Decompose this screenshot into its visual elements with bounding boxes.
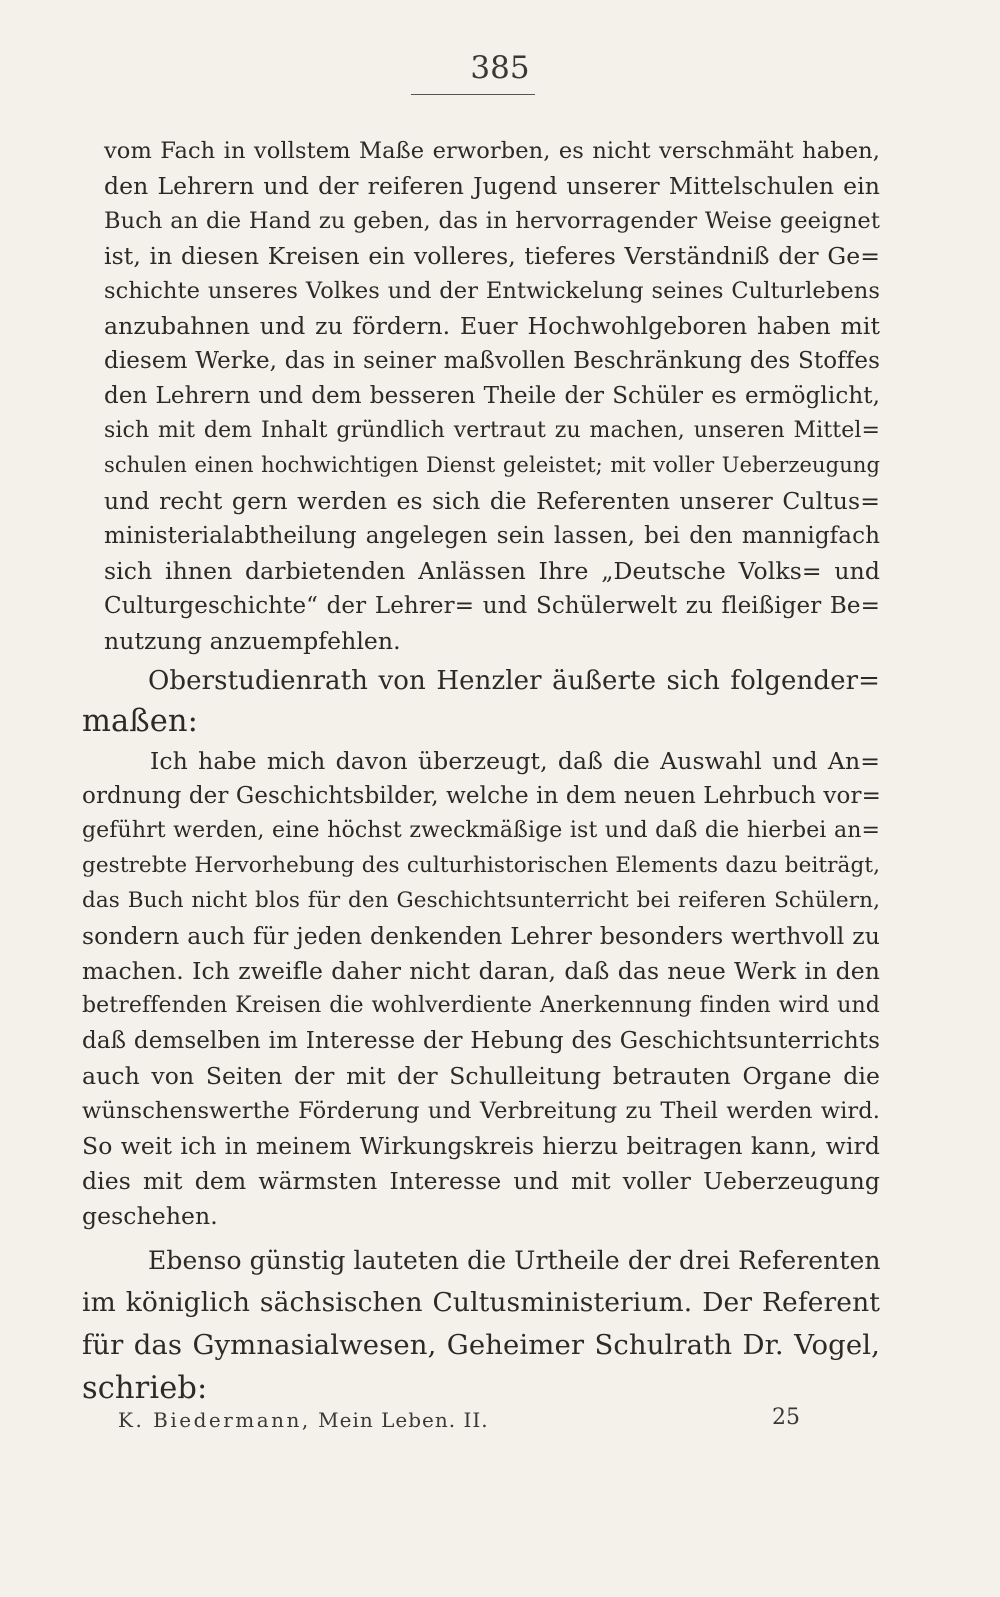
text-line: ist, in diesen Kreisen ein volleres, tieferes Verständniß der Ge= (104, 242, 880, 270)
text-line: wünschenswerthe Förderung und Verbreitung zu Theil werden wird. (82, 1098, 880, 1124)
text-line: gestrebte Hervorhebung des culturhistorischen Elements dazu beiträgt, (82, 853, 880, 878)
text-line: für das Gymnasialwesen, Geheimer Schulrath Dr. Vogel, (82, 1329, 880, 1361)
text-line: und recht gern werden es sich die Referenten unserer Cultus= (104, 487, 880, 515)
text-line: machen. Ich zweifle daher nicht daran, daß das neue Werk in den (82, 957, 880, 985)
text-line: auch von Seiten der mit der Schulleitung betrauten Organe die (82, 1062, 880, 1090)
text-line: schichte unseres Volkes und der Entwickelung seines Culturlebens (104, 278, 880, 304)
text-line: sich ihnen darbietenden Anlässen Ihre „Deutsche Volks= und (104, 557, 880, 585)
text-line: nutzung anzuempfehlen. (104, 627, 401, 655)
signature-author: K. Biedermann, (118, 1408, 311, 1432)
text-line: Buch an die Hand zu geben, das in hervorragender Weise geeignet (104, 208, 880, 234)
text-line: Ebenso günstig lauteten die Urtheile der drei Referenten (148, 1246, 881, 1275)
text-line: sich mit dem Inhalt gründlich vertraut zu machen, unseren Mittel= (104, 418, 880, 443)
text-line: im königlich sächsischen Cultusministerium. Der Referent (82, 1287, 880, 1318)
text-line: ministerialabtheilung angelegen sein lassen, bei den mannigfach (104, 523, 880, 549)
sheet-number: 25 (772, 1405, 800, 1430)
footer-signature (118, 1408, 489, 1432)
text-line: Culturgeschichte“ der Lehrer= und Schülerwelt zu fleißiger Be= (104, 593, 880, 619)
text-line: schrieb: (82, 1371, 208, 1406)
text-line: ordnung der Geschichtsbilder, welche in dem neuen Lehrbuch vor= (82, 783, 881, 809)
text-line: schulen einen hochwichtigen Dienst geleistet; mit voller Ueberzeugung (104, 453, 880, 477)
text-line: den Lehrern und dem besseren Theile der Schüler es ermöglicht, (104, 383, 880, 409)
text-line: geführt werden, eine höchst zweckmäßige ist und daß die hierbei an= (82, 818, 880, 843)
page-number: 385 (470, 50, 530, 86)
text-line: Ich habe mich davon überzeugt, daß die Auswahl und An= (150, 747, 880, 775)
text-line: anzubahnen und zu fördern. Euer Hochwohlgeboren haben mit (104, 312, 880, 340)
header-rule (411, 94, 535, 95)
text-line: sondern auch für jeden denkenden Lehrer besonders werthvoll zu (82, 922, 880, 950)
text-line: maßen: (82, 704, 199, 739)
text-line: diesem Werke, das in seiner maßvollen Beschränkung des Stoffes (104, 348, 880, 374)
signature-title: Mein Leben. II. (318, 1408, 489, 1432)
text-line: dies mit dem wärmsten Interesse und mit voller Ueberzeugung (82, 1167, 880, 1195)
text-line: den Lehrern und der reiferen Jugend unserer Mittelschulen ein (104, 172, 880, 200)
text-line: geschehen. (82, 1202, 218, 1230)
text-line: betreffenden Kreisen die wohlverdiente Anerkennung finden wird und (82, 993, 880, 1018)
text-line: daß demselben im Interesse der Hebung des Geschichtsunterrichts (82, 1028, 880, 1054)
text-line: das Buch nicht blos für den Geschichtsunterricht bei reiferen Schülern, (82, 888, 880, 913)
text-line: Oberstudienrath von Henzler äußerte sich folgender= (148, 666, 880, 696)
text-line: So weit ich in meinem Wirkungskreis hierzu beitragen kann, wird (82, 1132, 880, 1160)
text-line: vom Fach in vollstem Maße erworben, es nicht verschmäht haben, (104, 138, 880, 164)
